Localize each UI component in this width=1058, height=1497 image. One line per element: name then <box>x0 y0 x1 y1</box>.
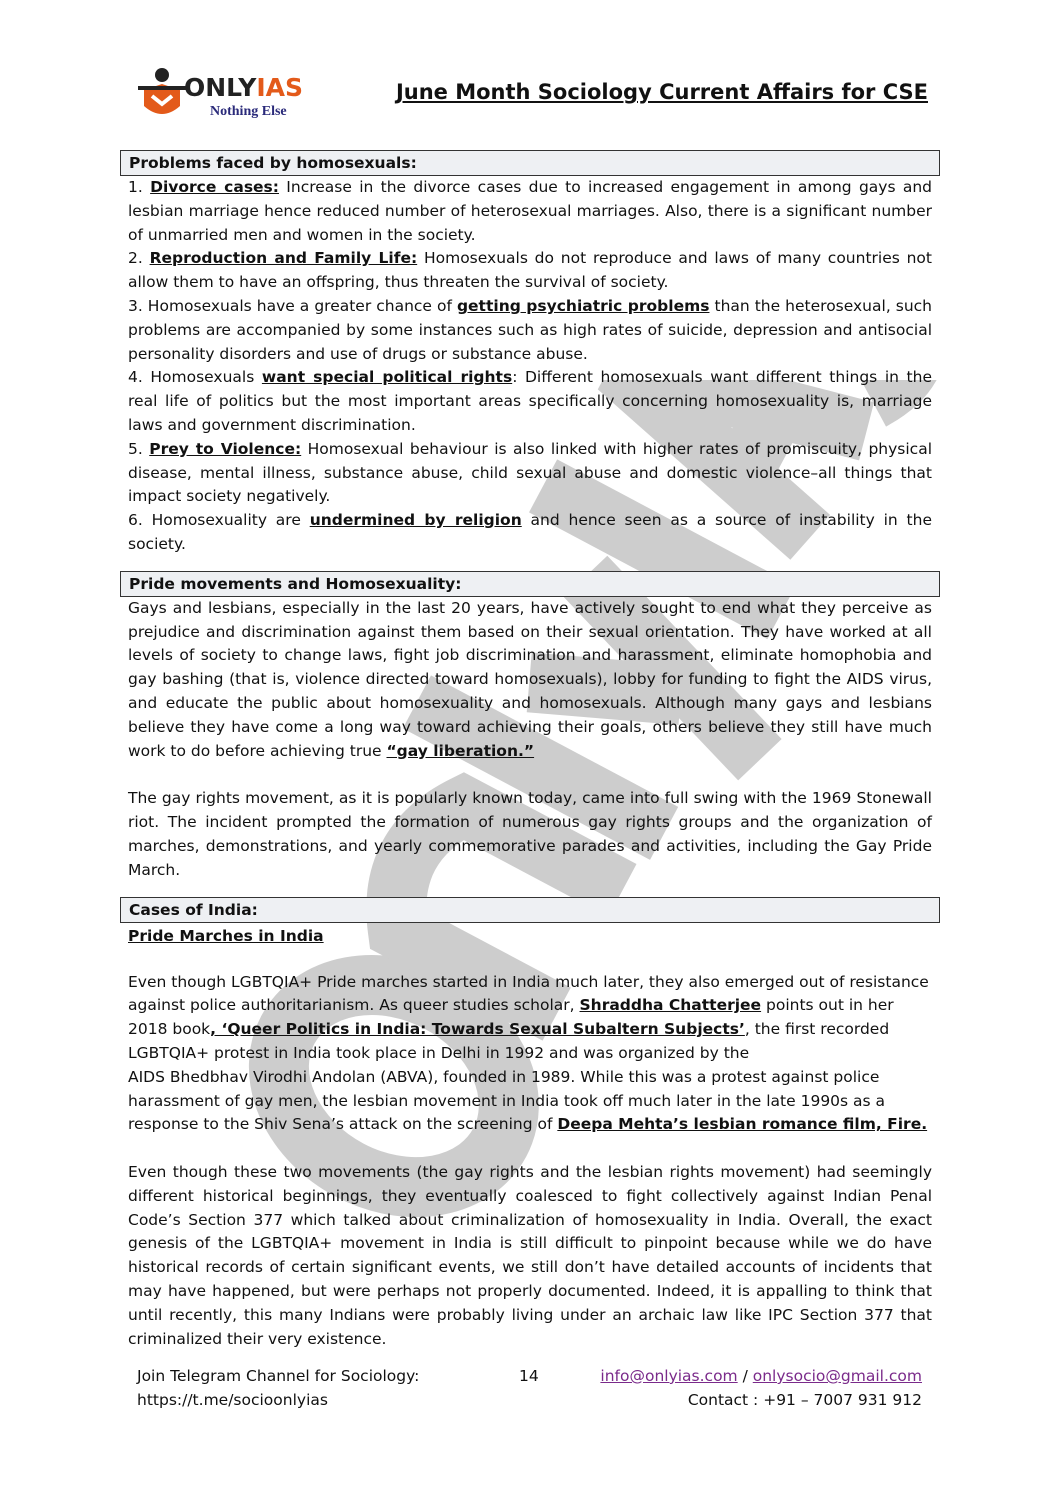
problems-list <box>128 176 932 557</box>
problem-item-text: and hence seen as a source of instability in the society. <box>128 511 932 553</box>
pride-paragraph-2: The gay rights movement, as it is popularly known today, came into full swing with the 1969 Stonewall riot. The incident prompted the formation of numerous gay rights groups and the organization of marches, demonstrations, and yearly commemorative parades and activities, including the Gay Pride March. <box>128 789 932 879</box>
problem-item-text: Homosexual behaviour is also linked with higher rates of promiscuity, physical disease, mental illness, substance abuse, child sexual abuse and domestic violence–all things that impact society negatively. <box>128 439 933 506</box>
india-paragraph-1-part-d: AIDS Bhedbhav Virodhi Andolan (ABVA), founded in 1989. While this was a protest against police harassment of gay men, the lesbian movement in India took off much later in the late 1990s as a response to the Shiv Sena’s attack on the screening of <box>128 1067 886 1134</box>
problem-item-1 <box>128 176 932 247</box>
telegram-link[interactable]: https://t.me/socioonlyias <box>137 1391 328 1409</box>
pride-paragraph-1-text: Gays and lesbians, especially in the last 20 years, have actively sought to end what they perceive as prejudice and discrimination against them based on their sexual orientation. They have worked at all levels of society to change laws, fight job discrimination and harassment, eliminate homophobia and gay bashing (that is, violence directed toward homosexuals), lobby for funding to fight the AIDS virus, and educate the public about homosexuality and homosexuals. Although many gays and lesbians believe they have come a long way toward achieving their goals, others believe they still have much work to do before achieving true <box>128 598 932 760</box>
problem-item-prefix: 6. Homosexuality are <box>128 511 310 530</box>
email-info-link[interactable]: info@onlyias.com <box>600 1367 738 1385</box>
pride-section-body <box>128 597 932 883</box>
india-paragraph-1-part-a: Even though LGBTQIA+ Pride marches started in India much later, they also emerged out of resistance against police authoritarianism. As queer studies scholar, <box>128 972 929 1015</box>
problem-item-6 <box>128 509 932 557</box>
section-heading-india: Cases of India: <box>120 897 940 923</box>
india-paragraph-1-part-c: , the first recorded LGBTQIA+ protest in India took place in Delhi in 1992 and was organized by the <box>128 1020 890 1062</box>
problem-item-5 <box>128 438 932 509</box>
logo-brand-suffix: IAS <box>256 73 303 102</box>
india-section-body <box>128 971 932 1352</box>
problem-item-keyword: Divorce cases: <box>150 178 279 196</box>
problem-item-keyword: undermined by religion <box>309 511 522 530</box>
problem-item-4 <box>128 366 932 437</box>
india-paragraph-2: Even though these two movements (the gay rights and the lesbian rights movement) had seemingly different historical beginnings, they eventually coalesced to fight collectively against Indian Penal Code’s Section 377 which talked about criminalization of homosexuality in India. Overall, the exact genesis of the LGBTQIA+ movement in India is still difficult to pinpoint because while we do have historical records of certain significant events, we still don’t have detailed accounts of incidents that may have happened, but were perhaps not properly documented. Indeed, it is appalling to think that until recently, this many Indians were probably living under an archaic law like IPC Section 377 that criminalized their very existence. <box>128 1163 932 1348</box>
problem-item-prefix: 4. Homosexuals <box>128 368 262 387</box>
problem-item-text: Homosexuals do not reproduce and laws of many countries not allow them to have an offspring, thus threaten the survival of society. <box>128 249 932 292</box>
section-heading-pride: Pride movements and Homosexuality: <box>120 571 940 597</box>
problem-item-keyword: Prey to Violence: <box>149 439 302 458</box>
book-title: , ‘Queer Politics in India: Towards Sexual Subaltern Subjects’ <box>210 1020 745 1039</box>
telegram-label: Join Telegram Channel for Sociology: <box>137 1367 420 1385</box>
logo-brand-prefix: ONLY <box>184 73 257 102</box>
section-heading-problems: Problems faced by homosexuals: <box>120 150 940 176</box>
document-title: June Month Sociology Current Affairs for CSE <box>395 80 928 104</box>
scholar-name: Shraddha Chatterjee <box>579 996 762 1015</box>
problem-item-prefix: 2. <box>128 249 150 268</box>
film-reference: Deepa Mehta’s lesbian romance film, Fire. <box>557 1115 928 1134</box>
india-paragraph-1 <box>128 971 932 1138</box>
india-paragraph-1-part-b: points out in her 2018 book <box>128 996 894 1039</box>
problem-item-keyword: want special political rights <box>261 368 513 387</box>
email-separator: / <box>737 1367 753 1385</box>
problem-item-3 <box>128 295 932 366</box>
page-footer <box>137 1364 922 1416</box>
contact-phone: Contact : +91 – 7007 931 912 <box>687 1391 922 1409</box>
subheading-pride-marches: Pride Marches in India <box>128 926 324 945</box>
problem-item-prefix: 3. Homosexuals have a greater chance of <box>128 296 457 315</box>
pride-paragraph-1 <box>128 597 932 764</box>
page-header <box>138 62 928 126</box>
problem-item-keyword: Reproduction and Family Life: <box>149 249 418 268</box>
problem-item-keyword: getting psychiatric problems <box>456 296 710 315</box>
logo-tagline: Nothing Else <box>210 104 287 119</box>
problem-item-text: Increase in the divorce cases due to increased engagement in among gays and lesbian marriage hence reduced number of heterosexual marriages. Also, there is a significant number of unmarried men and women in the society. <box>128 178 933 244</box>
problem-item-prefix: 1. <box>128 178 151 196</box>
problem-item-prefix: 5. <box>128 439 150 458</box>
problem-item-text: : Different homosexuals want different things in the real life of politics but the most important areas specifically concerning homosexuality is, marriage laws and government discrimination. <box>128 368 932 434</box>
problem-item-text: than the heterosexual, such problems are accompanied by some instances such as high rates of suicide, depression and antisocial personality disorders and use of drugs or substance abuse. <box>128 296 933 363</box>
email-socio-link[interactable]: onlysocio@gmail.com <box>752 1367 922 1385</box>
telegram-info <box>137 1364 419 1412</box>
contact-info <box>600 1364 922 1412</box>
page-number: 14 <box>519 1367 539 1385</box>
onlyias-logo <box>138 62 338 126</box>
logo-emblem-icon <box>138 66 186 126</box>
gay-liberation-keyword: “gay liberation.” <box>386 741 535 760</box>
page-content <box>120 150 940 1351</box>
problem-item-2 <box>128 247 932 295</box>
